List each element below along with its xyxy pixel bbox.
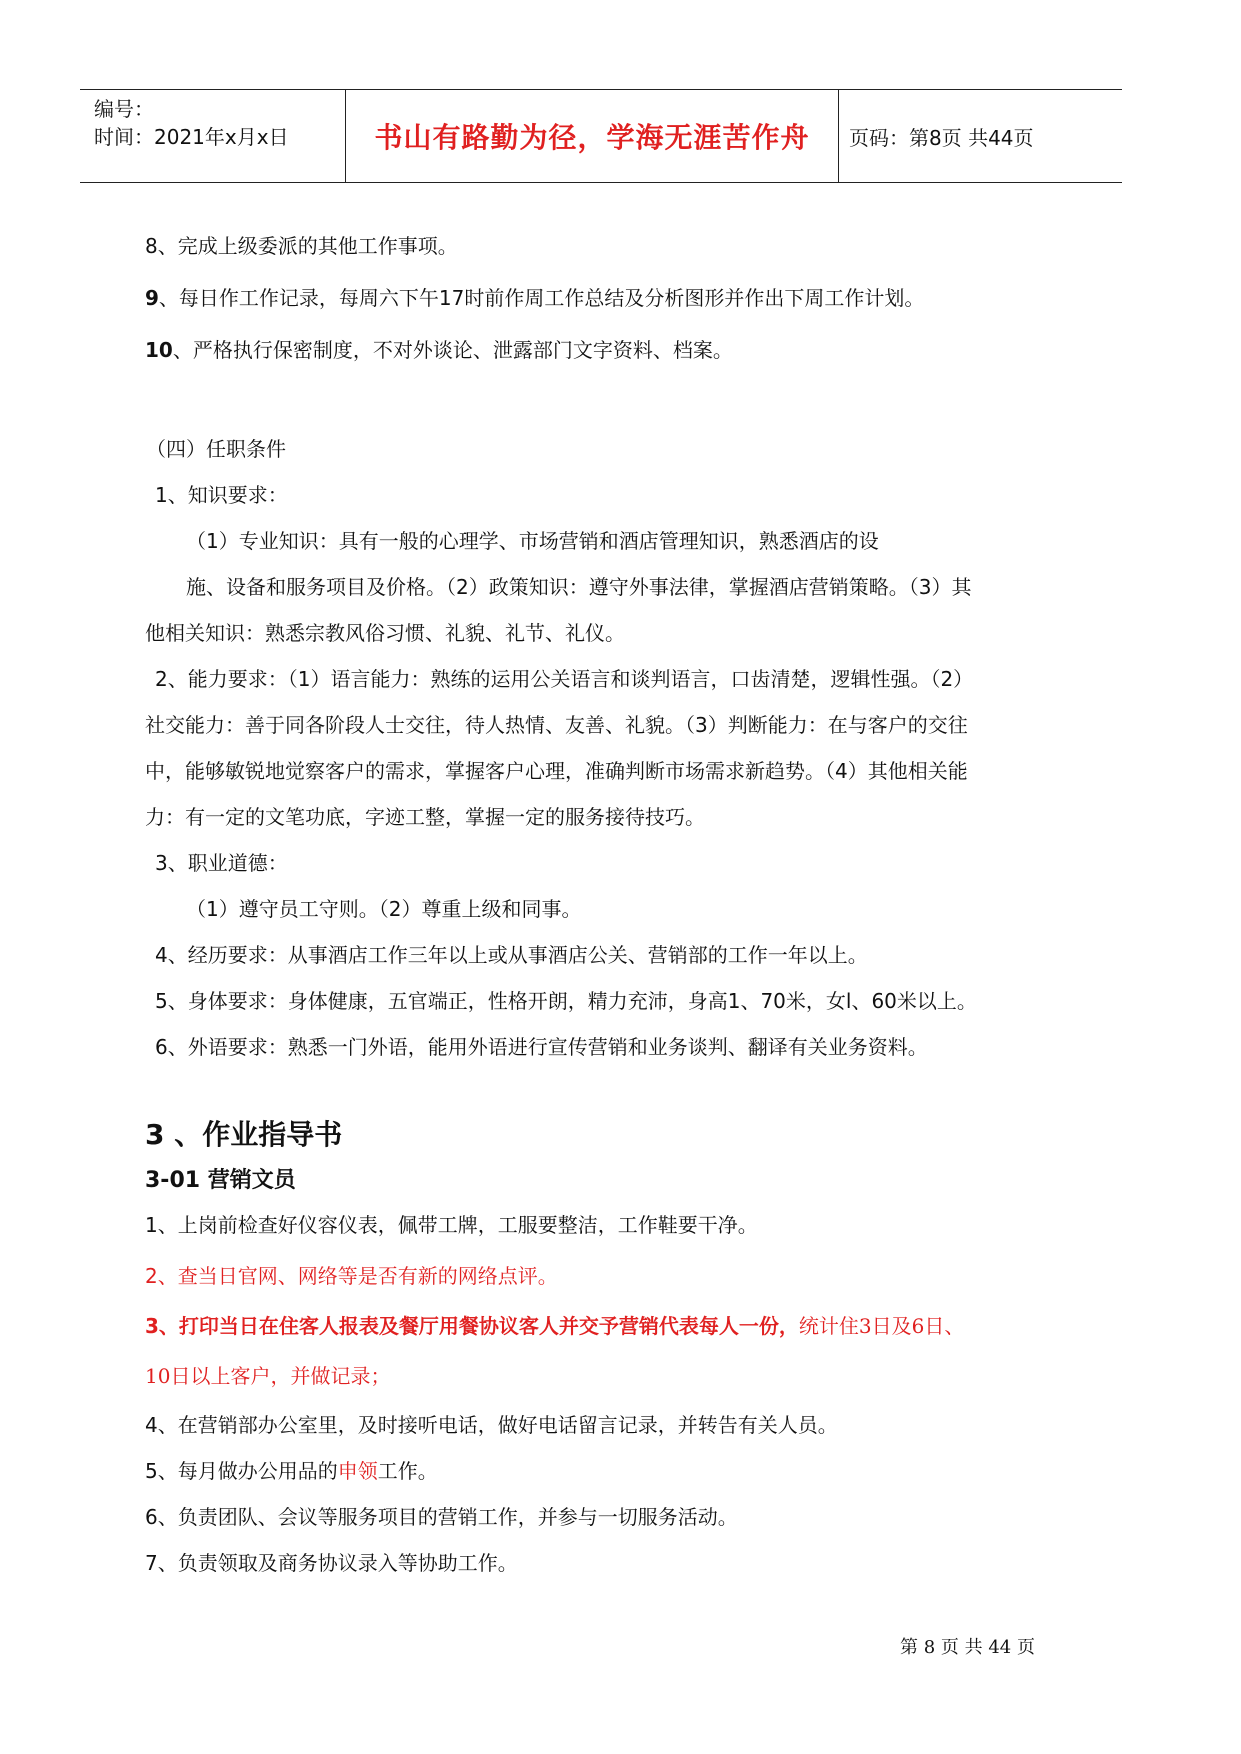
qualification-line: 施、设备和服务项目及价格。（2）政策知识：遵守外事法律，掌握酒店营销策略。（3）其 [186,575,972,599]
qualification-line: 社交能力：善于同各阶段人士交往，待人热情、友善、礼貌。（3）判断能力：在与客户的交往 [145,713,968,737]
duty-item: 8、完成上级委派的其他工作事项。 [145,234,458,258]
section-title: 3 、作业指导书 [145,1118,343,1151]
task-item-continued: 10日以上客户，并做记录； [145,1364,391,1388]
footer-page-number: 第 8 页 共 44 页 [900,1637,1035,1658]
task-item: 1、上岗前检查好仪容仪表，佩带工牌，工服要整洁，工作鞋要干净。 [145,1213,758,1237]
header-page-number: 页码：第8页 共44页 [849,125,1034,150]
qualification-line: 6、外语要求：熟悉一门外语，能用外语进行宣传营销和业务谈判、翻译有关业务资料。 [155,1035,928,1059]
duty-item: 10、严格执行保密制度，不对外谈论、泄露部门文字资料、档案。 [145,338,733,362]
qualification-line: （1）专业知识：具有一般的心理学、市场营销和酒店管理知识，熟悉酒店的设 [186,529,879,553]
qualification-line: 1、知识要求： [155,483,288,507]
task-item: 3、打印当日在住客人报表及餐厅用餐协议客人并交予营销代表每人一份，统计住3日及6日、 [145,1314,965,1338]
qualification-line: 3、职业道德： [155,851,288,875]
task-item: 6、负责团队、会议等服务项目的营销工作，并参与一切服务活动。 [145,1505,738,1529]
number-label: 编号： [94,97,154,121]
qualification-line: 5、身体要求：身体健康，五官端正，性格开朗，精力充沛，身高1、70米，女l、60米以上。 [155,989,977,1013]
duty-item: 9、每日作工作记录，每周六下午17时前作周工作总结及分析图形并作出下周工作计划。 [145,286,925,310]
qualification-line: 2、能力要求：（1）语言能力：熟练的运用公关语言和谈判语言，口齿清楚，逻辑性强。（2） [155,667,974,691]
qualification-line: 力：有一定的文笔功底，字迹工整，掌握一定的服务接待技巧。 [145,805,705,829]
qualifications-heading: （四）任职条件 [146,437,286,461]
page-header [80,89,1122,183]
header-motto-cell [346,90,839,182]
header-meta-cell [80,90,346,182]
task-item: 2、查当日官网、网络等是否有新的网络点评。 [145,1264,558,1288]
qualification-line: 他相关知识：熟悉宗教风俗习惯、礼貌、礼节、礼仪。 [145,621,625,645]
date-label: 时间：2021年x月x日 [94,125,289,149]
qualification-line: 中，能够敏锐地觉察客户的需求，掌握客户心理，准确判断市场需求新趋势。（4）其他相关能 [145,759,968,783]
header-page-cell [839,90,1122,182]
task-item: 7、负责领取及商务协议录入等协助工作。 [145,1551,518,1575]
qualification-line: （1）遵守员工守则。（2）尊重上级和同事。 [186,897,582,921]
task-item: 4、在营销部办公室里，及时接听电话，做好电话留言记录，并转告有关人员。 [145,1413,838,1437]
section-subtitle: 3-01 营销文员 [145,1168,296,1193]
task-item: 5、每月做办公用品的申领工作。 [145,1459,438,1483]
qualification-line: 4、经历要求：从事酒店工作三年以上或从事酒店公关、营销部的工作一年以上。 [155,943,868,967]
motto: 书山有路勤为径，学海无涯苦作舟 [374,121,810,154]
